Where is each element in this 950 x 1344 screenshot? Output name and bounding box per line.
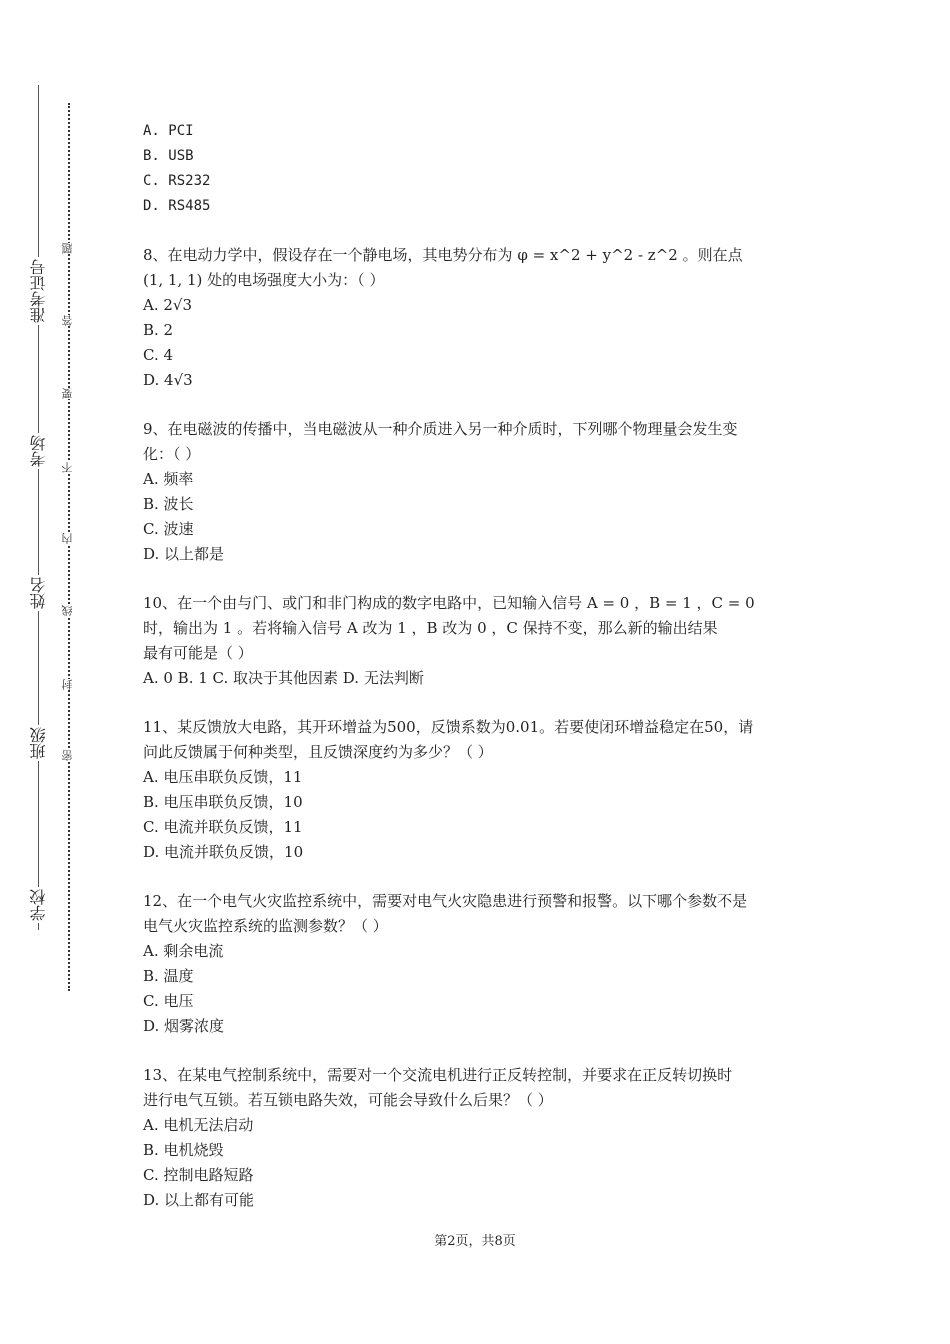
option: D. 以上都有可能 bbox=[143, 1191, 255, 1209]
page-number: 第2页，共8页 bbox=[434, 1234, 516, 1249]
option: B. 波长 bbox=[143, 495, 194, 513]
option: D. 以上都是 bbox=[143, 545, 225, 563]
question-stem: 问此反馈属于何种类型，且反馈深度约为多少？（ ） bbox=[143, 743, 493, 761]
question-7-options bbox=[143, 119, 813, 219]
question-13 bbox=[143, 1063, 813, 1213]
option: C. 电压 bbox=[143, 992, 194, 1010]
option: A. 电机无法启动 bbox=[143, 1116, 254, 1134]
exam-content bbox=[143, 119, 813, 1237]
question-stem: 10、在一个由与门、或门和非门构成的数字电路中，已知输入信号 A = 0 ，B = 1 ，C = 0 bbox=[143, 594, 755, 612]
seal-char: 内 bbox=[61, 533, 74, 544]
question-stem: 化：（ ） bbox=[143, 445, 201, 463]
option: A. PCI bbox=[143, 123, 194, 139]
question-11 bbox=[143, 715, 813, 865]
binding-margin bbox=[18, 85, 78, 930]
label-school: 学校 bbox=[29, 889, 48, 921]
seal-char: 答 bbox=[61, 315, 74, 326]
question-stem: 电气火灾监控系统的监测参数？（ ） bbox=[143, 917, 388, 935]
seal-char: 不 bbox=[61, 462, 74, 473]
option: B. 电机烧毁 bbox=[143, 1141, 224, 1159]
option: D. RS485 bbox=[143, 198, 211, 214]
option: B. 电压串联负反馈，10 bbox=[143, 793, 303, 811]
seal-char: 线 bbox=[61, 605, 74, 616]
label-exam-id: 准考证号 bbox=[29, 259, 48, 323]
question-stem: (1, 1, 1) 处的电场强度大小为：（ ） bbox=[143, 271, 385, 289]
question-stem: 9、在电磁波的传播中，当电磁波从一种介质进入另一种介质时，下列哪个物理量会发生变 bbox=[143, 420, 738, 438]
option: C. 电流并联负反馈，11 bbox=[143, 818, 303, 836]
option: A. 2√3 bbox=[143, 296, 193, 314]
question-stem: 11、某反馈放大电路，其开环增益为500，反馈系数为0.01。若要使闭环增益稳定在50，请 bbox=[143, 718, 754, 736]
question-9 bbox=[143, 417, 813, 567]
options-inline: A. 0 B. 1 C. 取决于其他因素 D. 无法判断 bbox=[143, 669, 424, 687]
question-stem: 13、在某电气控制系统中，需要对一个交流电机进行正反转控制，并要求在正反转切换时 bbox=[143, 1066, 733, 1084]
label-name: 姓名 bbox=[29, 577, 48, 609]
question-stem: 最有可能是（ ） bbox=[143, 644, 253, 662]
question-stem: 时，输出为 1 。若将输入信号 A 改为 1 ，B 改为 0 ，C 保持不变，那么新的输出结果 bbox=[143, 619, 718, 637]
option: A. 频率 bbox=[143, 470, 194, 488]
option: B. 温度 bbox=[143, 967, 194, 985]
option: C. RS232 bbox=[143, 173, 211, 189]
option: D. 烟雾浓度 bbox=[143, 1017, 225, 1035]
binding-solid-line bbox=[38, 85, 39, 930]
question-stem: 进行电气互锁。若互锁电路失效，可能会导致什么后果？（ ） bbox=[143, 1091, 553, 1109]
label-class: 班级 bbox=[29, 727, 48, 759]
label-exam-room: 考场 bbox=[29, 435, 48, 467]
option: A. 剩余电流 bbox=[143, 942, 224, 960]
seal-char: 要 bbox=[61, 388, 74, 399]
option: C. 波速 bbox=[143, 520, 194, 538]
option: D. 电流并联负反馈，10 bbox=[143, 843, 304, 861]
seal-char: 题 bbox=[61, 243, 74, 254]
question-8 bbox=[143, 243, 813, 393]
option: A. 电压串联负反馈，11 bbox=[143, 768, 303, 786]
option: C. 4 bbox=[143, 346, 174, 364]
seal-char: 密 bbox=[61, 750, 74, 761]
question-10 bbox=[143, 591, 813, 691]
option: C. 控制电路短路 bbox=[143, 1166, 254, 1184]
question-stem: 12、在一个电气火灾监控系统中，需要对电气火灾隐患进行预警和报警。以下哪个参数不是 bbox=[143, 892, 748, 910]
binding-dotted-line bbox=[68, 103, 70, 991]
option: B. USB bbox=[143, 148, 194, 164]
question-12 bbox=[143, 889, 813, 1039]
seal-char: 封 bbox=[61, 679, 74, 690]
option: D. 4√3 bbox=[143, 371, 193, 389]
option: B. 2 bbox=[143, 321, 174, 339]
question-stem: 8、在电动力学中，假设存在一个静电场，其电势分布为 φ = x^2 + y^2 - z^2 。则在点 bbox=[143, 246, 743, 264]
